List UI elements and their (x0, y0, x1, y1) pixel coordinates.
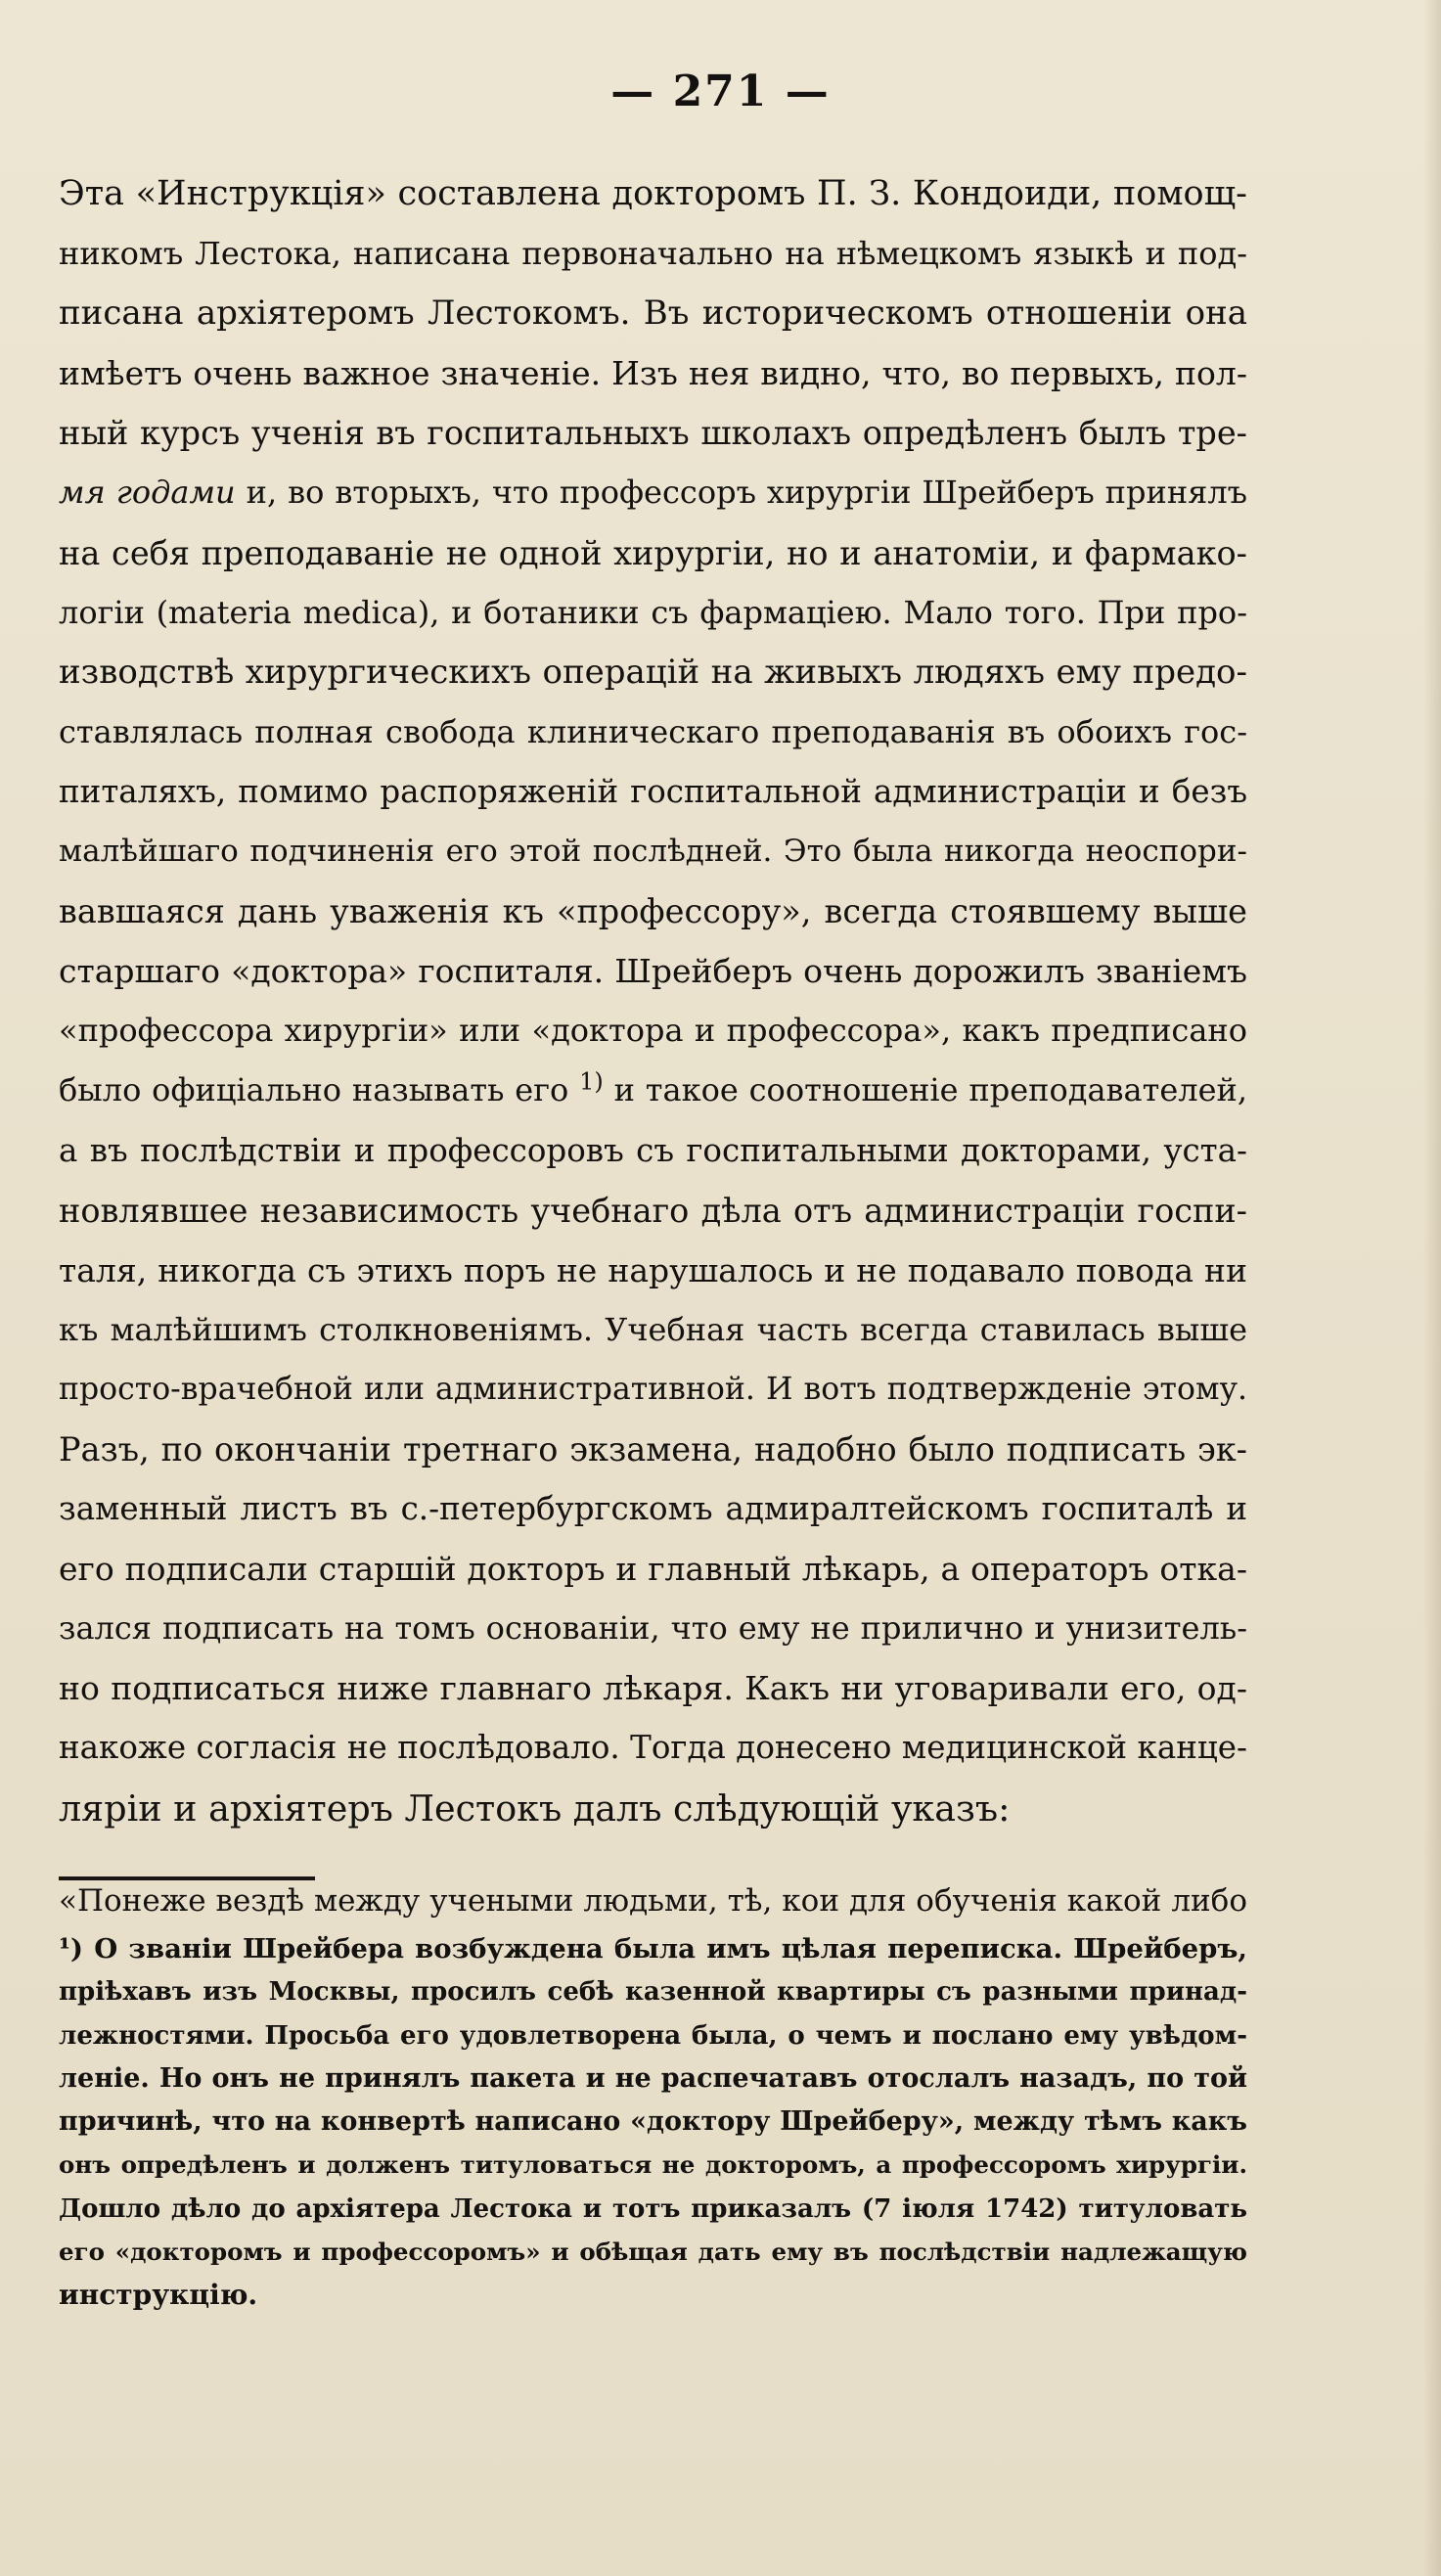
text-line: питаляхъ, помимо распоряженій госпитальной администраціи и безъ (59, 772, 1247, 810)
footnote-line: онъ опредѣленъ и долженъ титуловаться не докторомъ, а профессоромъ хирургіи. (59, 2150, 1247, 2180)
text-line: заменный листъ въ с.-петербургскомъ адмиралтейскомъ госпиталѣ и (59, 1490, 1247, 1528)
text-line: имѣетъ очень важное значеніе. Изъ нея видно, что, во первыхъ, пол- (59, 354, 1247, 393)
text-line: ляріи и архіятеръ Лестокъ далъ слѣдующій указъ: (59, 1786, 1011, 1830)
text-fragment: и, во вторыхъ, что профессоръ хирургіи Шрейберъ принялъ (246, 474, 1248, 512)
footnote-reference: 1) (579, 1067, 604, 1096)
text-line: «профессора хирургіи» или «доктора и профессора», какъ предписано (59, 1012, 1247, 1050)
text-line: Эта «Инструкція» составлена докторомъ П. З. Кондоиди, помощ- (59, 174, 1247, 213)
text-line: его подписали старшій докторъ и главный лѣкарь, а операторъ отка- (59, 1550, 1247, 1589)
text-line-with-footnote-ref (59, 1061, 1247, 1120)
footnote-line: его «докторомъ и профессоромъ» и обѣщая дать ему въ послѣдствіи надлежащую (59, 2237, 1247, 2267)
footnote-line: инструкцію. (59, 2279, 258, 2312)
text-line: ставлялась полная свобода клиническаго преподаванія въ обоихъ гос- (59, 712, 1247, 750)
text-line: Разъ, по окончаніи третнаго экзамена, надобно было подписать эк- (59, 1429, 1247, 1469)
text-fragment: и такое соотношеніе преподавателей, (613, 1071, 1248, 1109)
footnote-line: причинѣ, что на конвертѣ написано «доктору Шрейберу», между тѣмъ какъ (59, 2106, 1247, 2138)
footnote-line: лежностями. Просьба его удовлетворена была, о чемъ и послано ему увѣдом- (59, 2020, 1247, 2051)
text-line: но подписаться ниже главнаго лѣкаря. Какъ ни уговаривали его, од- (59, 1669, 1247, 1708)
text-line: таля, никогда съ этихъ поръ не нарушалось и не подавало повода ни (59, 1250, 1247, 1289)
text-line: изводствѣ хирургическихъ операцій на живыхъ людяхъ ему предо- (59, 652, 1247, 692)
footnote-line: пріѣхавъ изъ Москвы, просилъ себѣ казенной квартиры съ разными принад- (59, 1977, 1247, 2008)
text-line: къ малѣйшимъ столкновеніямъ. Учебная часть всегда ставилась выше (59, 1310, 1247, 1348)
main-text (59, 164, 1247, 1931)
text-line: просто-врачебной или административной. И вотъ подтвержденіе этому. (59, 1371, 1247, 1407)
text-line: логіи (materia medica), и ботаники съ фармаціею. Мало того. При про- (59, 593, 1247, 631)
text-line: а въ послѣдствіи и профессоровъ съ госпитальными докторами, уста- (59, 1131, 1247, 1169)
italic-emphasis: мя годами (59, 474, 236, 512)
text-line: зался подписать на томъ основаніи, что ему не прилично и унизитель- (59, 1609, 1247, 1648)
text-line: малѣйшаго подчиненія его этой послѣдней. Это была никогда неоспори- (59, 834, 1247, 870)
page-number: — 271 — (610, 67, 831, 116)
text-line: на себя преподаваніе не одной хирургіи, но и анатоміи, и фармако- (59, 533, 1247, 572)
text-line: писана архіятеромъ Лестокомъ. Въ историческомъ отношеніи она (59, 294, 1247, 334)
text-line: новлявшее независимость учебнаго дѣла отъ администраціи госпи- (59, 1191, 1247, 1230)
footnote-line: ¹) О званіи Шрейбера возбуждена была имъ цѣлая переписка. Шрейберъ, (59, 1933, 1247, 1965)
footnote-line: Дошло дѣло до архіятера Лестока и тотъ приказалъ (7 іюля 1742) титуловать (59, 2193, 1247, 2224)
text-line: вавшаяся дань уваженія къ «профессору», всегда стоявшему выше (59, 892, 1247, 931)
text-line-with-italic (59, 463, 1247, 522)
page-edge-shadow (1423, 0, 1441, 2576)
text-line: старшаго «доктора» госпиталя. Шрейберъ очень дорожилъ званіемъ (59, 952, 1247, 991)
text-line: ный курсъ ученія въ госпитальныхъ школахъ опредѣленъ былъ тре- (59, 414, 1247, 453)
quote-line: «Понеже вездѣ между учеными людьми, тѣ, кои для обученія какой либо (59, 1882, 1247, 1919)
footnote (59, 1927, 1247, 2318)
text-fragment: было офиціально называть его (59, 1071, 569, 1109)
text-line: накоже согласія не послѣдовало. Тогда донесено медицинской канце- (59, 1729, 1247, 1767)
footnote-divider (59, 1876, 315, 1880)
footnote-line: леніе. Но онъ не принялъ пакета и не распечатавъ отослалъ назадъ, по той (59, 2062, 1247, 2094)
text-line: никомъ Лестока, написана первоначально на нѣмецкомъ языкѣ и под- (59, 235, 1247, 273)
